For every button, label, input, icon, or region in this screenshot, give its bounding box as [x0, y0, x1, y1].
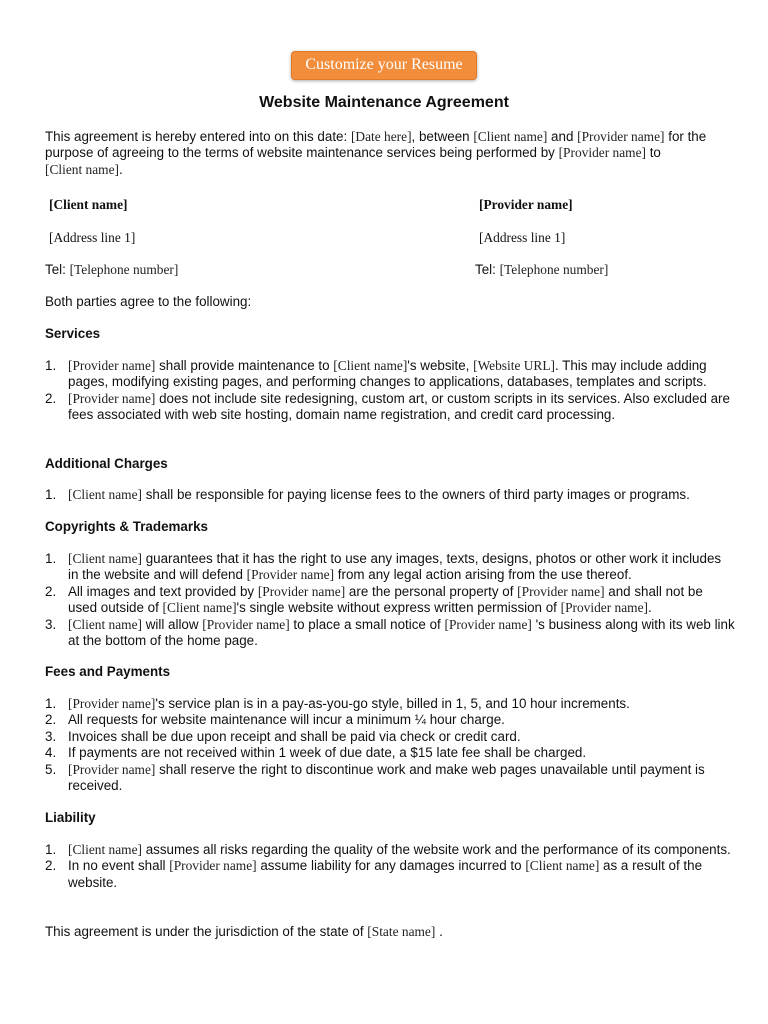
list-item: 2. In no event shall [Provider name] assume liability for any damages incurred to [Client name] as a result of the website. [45, 858, 703, 890]
intro-paragraph: This agreement is hereby entered into on this date: [Date here], between [Client name] and [Provider name] for the purpose of agreeing to the terms of website maintenance services being performed by [Provider name] to [Client name]. [45, 129, 707, 177]
document-title: Website Maintenance Agreement [259, 94, 509, 111]
list-item: 3. Invoices shall be due upon receipt and shall be paid via check or credit card. [45, 728, 521, 744]
provider-heading: [Provider name] [479, 197, 573, 212]
date-placeholder: [Date here] [350, 129, 412, 144]
list-item: 4. If payments are not received within 1 week of due date, a $15 late fee shall be charged. [45, 745, 587, 761]
services-list [45, 358, 735, 424]
liability-list [45, 842, 735, 891]
copyrights-list [45, 551, 735, 649]
fees-heading: Fees and Payments [45, 664, 171, 679]
liability-heading: Liability [45, 810, 96, 825]
charges-heading: Additional Charges [45, 456, 168, 471]
customize-resume-button[interactable]: Customize your Resume [291, 51, 476, 80]
copyrights-heading: Copyrights & Trademarks [45, 519, 208, 534]
provider-tel-line: Tel: [Telephone number] [475, 262, 609, 277]
fees-list [45, 696, 735, 794]
list-item: 2. All images and text provided by [Provider name] are the personal property of [Provider name] and shall not be used outside of [Client name]'s single website without express written permission of [Provider name]. [45, 583, 703, 616]
client-tel-line: Tel: [Telephone number] [45, 262, 179, 277]
jurisdiction-line: This agreement is under the jurisdiction of the state of [State name] . [45, 924, 443, 939]
list-item: 5. [Provider name] shall reserve the right to discontinue work and make web pages unavailable until payment is received. [45, 761, 705, 794]
list-item: 1. [Client name] guarantees that it has the right to use any images, texts, designs, photos or other work it includes in the website and will defend [Provider name] from any legal action arising from the use thereof. [45, 551, 722, 583]
client-heading: [Client name] [49, 197, 128, 212]
provider-address: [Address line 1] [479, 230, 565, 245]
client-address: [Address line 1] [49, 230, 135, 245]
services-heading: Services [45, 326, 101, 341]
state-placeholder: [State name] [367, 924, 436, 939]
provider-placeholder: [Provider name] [558, 145, 646, 161]
list-item: 1. [Provider name]'s service plan is in a pay-as-you-go style, billed in 1, 5, and 10 hour increments. [45, 696, 630, 711]
cta-container [0, 51, 768, 80]
client-placeholder: [Client name] [473, 129, 548, 144]
list-item: 2. [Provider name] does not include site redesigning, custom art, or custom scripts in its services. Also excluded are fees associated with web site hosting, domain name registration, and credit card processing. [45, 390, 730, 423]
list-item: 1. [Client name] shall be responsible for paying license fees to the owners of third party images or programs. [45, 487, 690, 502]
list-item: 2. All requests for website maintenance will incur a minimum ¼ hour charge. [45, 712, 505, 728]
list-item: 1. [Provider name] shall provide maintenance to [Client name]'s website, [Website URL]. This may include adding pages, modifying existing pages, and performing changes to applications, databases, templates and scripts. [45, 358, 707, 390]
list-item: 1. [Client name] assumes all risks regarding the quality of the website work and the performance of its components. [45, 842, 731, 857]
provider-placeholder: [Provider name] [577, 129, 665, 144]
list-item: 3. [Client name] will allow [Provider name] to place a small notice of [Provider name] 's business along with its web link at the bottom of the home page. [45, 616, 735, 649]
client-placeholder: [Client name] [45, 161, 119, 177]
charges-list [45, 487, 735, 503]
agree-line: Both parties agree to the following: [45, 294, 252, 309]
